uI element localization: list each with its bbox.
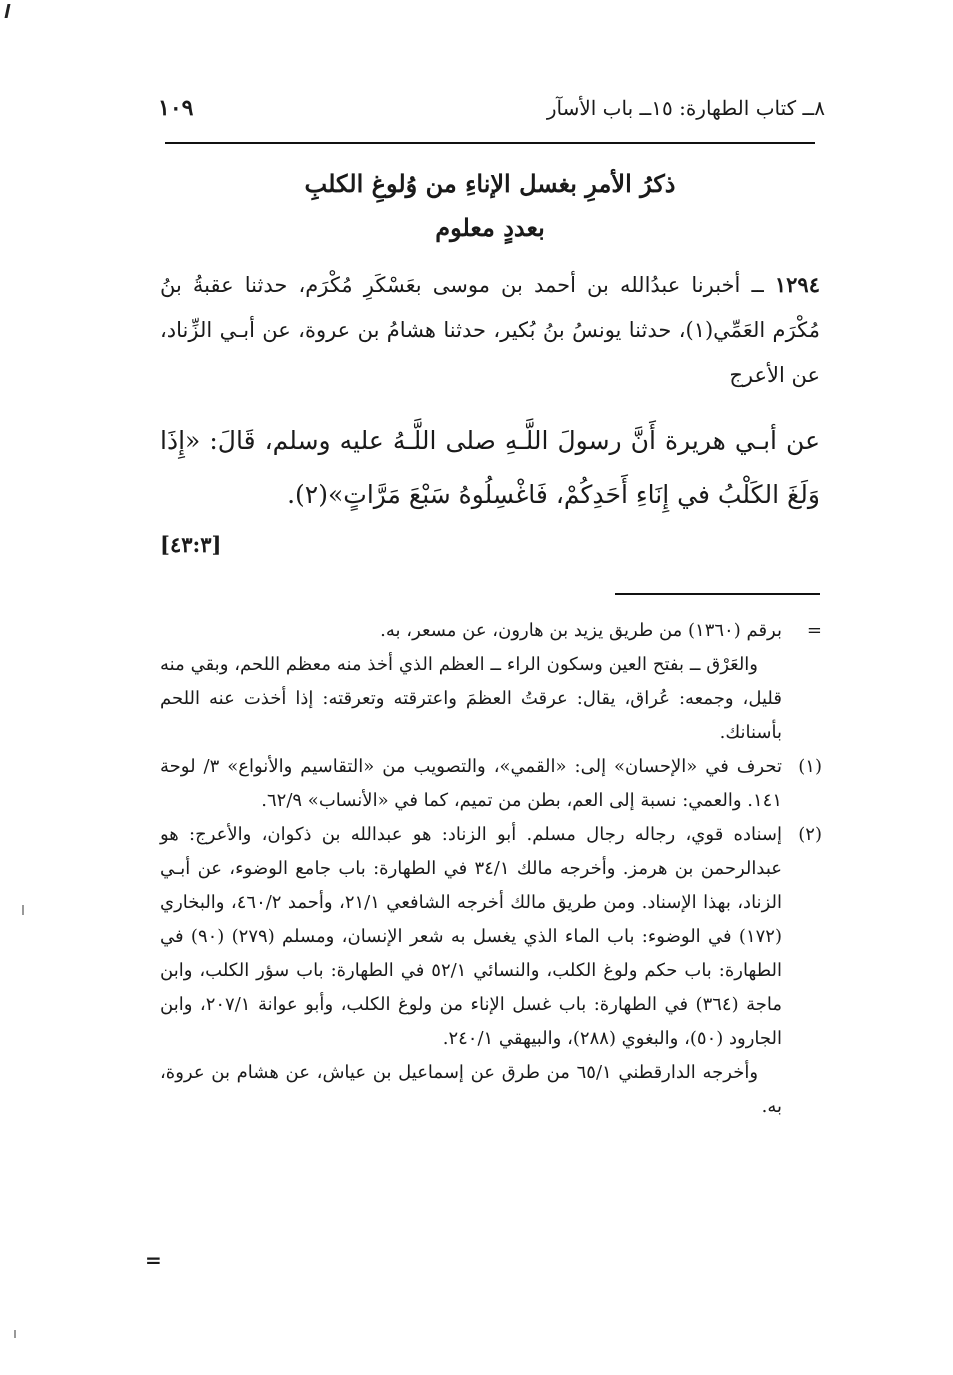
footnote-1	[160, 750, 822, 818]
running-title: ٨ــ كتاب الطهارة: ١٥ــ باب الأسآر	[546, 96, 825, 120]
continuation-line: برقم (١٣٦٠) من طريق يزيد بن هارون، عن مسعر، به.	[380, 620, 782, 641]
scan-speck	[14, 1330, 16, 1338]
footnote-2-marker: (٢)	[798, 824, 822, 845]
footnote-1-marker: (١)	[798, 756, 822, 777]
footnote-2	[160, 818, 822, 1124]
footnote-rule	[615, 593, 820, 595]
section-title-line1: ذكرُ الأمرِ بغسل الإناءِ من وُلوغِ الكلبِ	[304, 169, 676, 198]
scan-speck	[22, 905, 24, 915]
isnad-text: ــ أخبرنا عبدُالله بن أحمد بن موسى بعَسْكَرِ مُكْرَم، حدثنا عقبةُ بنُ مُكْرَم العَمِّي(١)، حدثنا يونسُ بنُ بُكير، حدثنا هشامُ بن عروة، عن أبـي الزِّناد، عن الأعرج	[160, 273, 820, 387]
page-number: ١٠٩	[158, 95, 194, 121]
footnotes	[160, 614, 822, 1124]
hadith-matn: عن أبـي هريرة أَنَّ رسولَ اللَّـهِ صلى اللَّـهُ عليه وسلم، قَالَ: «إِذَا وَلَغَ الكَلْبُ في إِنَاءِ أَحَدِكُمْ، فَاغْسِلُوهُ سَبْعَ مَرَّاتٍ»(٢).	[160, 426, 820, 509]
section-title	[160, 162, 820, 250]
continuation-paragraph: والعَرْق ــ بفتح العين وسكون الراء ــ العظم الذي أخذ منه معظم اللحم، وبقي منه قليل، وجمعه: عُراق، يقال: عرقتُ العظمَ واعترقته وتعرقته: إذا أخذت عنه اللحم بأسنانك.	[160, 654, 782, 743]
footnote-1-text: تحرف في «الإحسان» إلى: «القمي»، والتصويب من «التقاسيم والأنواع» ٣/ لوحة ١٤١. والعمي: نسبة إلى العم، بطن من تميم، كما في «الأنساب» ٦٢/٩.	[160, 756, 782, 811]
page-header	[158, 88, 825, 128]
hadith-number: ١٢٩٤	[774, 272, 820, 297]
footnote-2-text: إسناده قوي، رجاله رجال مسلم. أبو الزناد: هو عبدالله بن ذكوان، والأعرج: هو عبدالرحمن بن هرمز. وأخرجه مالك ٣٤/١ في الطهارة: باب جامع الوضوء، عن أبـي الزناد، بهذا الإسناد. ومن طريق مالك أخرجه الشافعي ٢١/١، وأحمد ٤٦٠/٢، والبخاري (١٧٢) في الوضوء: باب الماء الذي يغسل به شعر الإنسان، ومسلم (٢٧٩) (٩٠) في الطهارة: باب حكم ولوغ الكلب، والنسائي ٥٢/١ في الطهارة: باب سؤر الكلب، وابن ماجة (٣٦٤) في الطهارة: باب غسل الإناء من ولوغ الكلب، وأبو عوانة ٢٠٧/١، وابن الجارود (٥٠)، والبغوي (٢٨٨)، والبيهقي ٢٤٠/١.	[160, 824, 782, 1049]
continuation-marker: =	[806, 620, 822, 641]
source-reference: [٤٣:٣]	[160, 532, 222, 557]
header-rule	[165, 142, 815, 144]
scan-mark	[5, 4, 11, 18]
footnote-continuation	[160, 614, 822, 750]
hadith-isnad	[160, 262, 820, 398]
footnote-end-marker: =	[145, 1248, 162, 1272]
section-title-line2: بعددٍ معلوم	[435, 213, 545, 242]
footnote-2-text-continued: وأخرجه الدارقطني ٦٥/١ من طرق عن إسماعيل بن عياش، عن هشام بن عروة، به.	[160, 1062, 782, 1117]
